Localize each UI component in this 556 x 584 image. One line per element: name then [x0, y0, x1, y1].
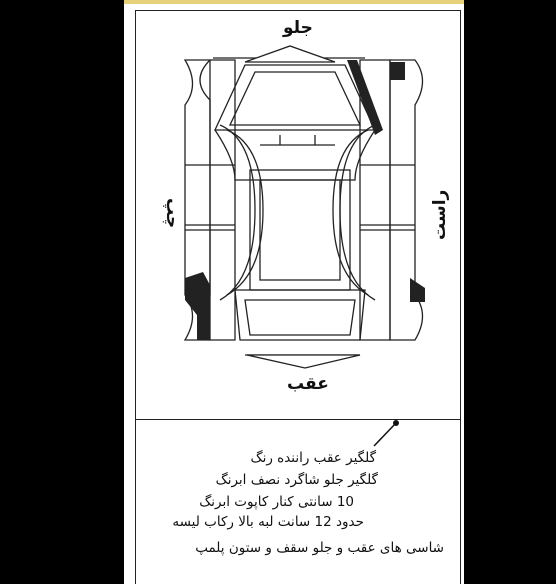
note-line: 10 سانتی کنار کاپوت ابرنگ — [199, 494, 354, 510]
note-line: گلگیر عقب راننده رنگ — [250, 450, 376, 466]
top-edge-bar — [124, 0, 464, 4]
note-line: حدود 12 سانت لبه بالا رکاب لیسه — [172, 514, 364, 530]
car-damage-diagram — [135, 10, 461, 420]
damage-mark-front-right-fender — [390, 62, 405, 80]
damage-mark-rear-right-fender — [410, 278, 425, 302]
pointer-mark — [370, 418, 400, 448]
damage-mark-rear-left-fender — [185, 272, 210, 340]
rear-arrow-head — [247, 355, 360, 368]
front-arrow-head — [245, 46, 335, 62]
front-label: جلو — [283, 18, 313, 38]
note-line: شاسی های عقب و جلو سقف و ستون پلمپ — [195, 540, 444, 556]
rear-label: عقب — [287, 374, 329, 394]
roof-outline — [250, 170, 350, 290]
right-label: راست — [430, 189, 450, 240]
trunk-outline — [235, 290, 365, 340]
hood-outline — [215, 65, 375, 130]
note-line: گلگیر جلو شاگرد نصف ابرنگ — [215, 472, 378, 488]
damage-mark-hood-edge — [347, 60, 383, 135]
left-label: چپ — [162, 198, 182, 229]
